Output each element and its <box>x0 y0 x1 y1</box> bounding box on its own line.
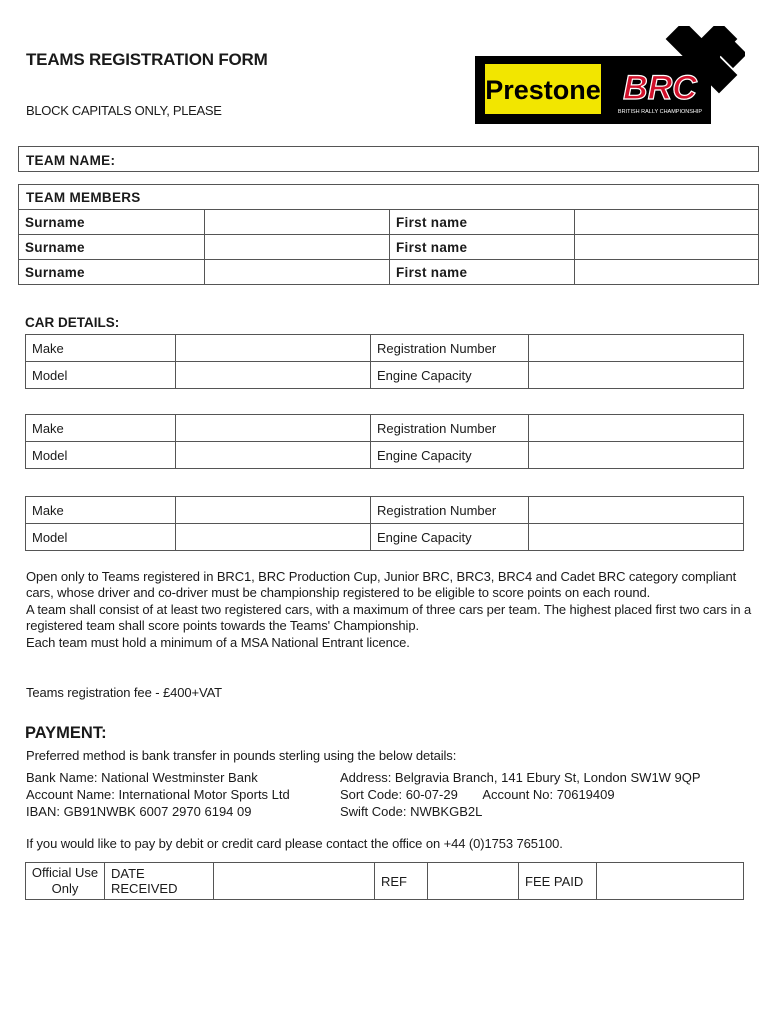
table-row <box>19 210 758 235</box>
first-name-input[interactable] <box>575 210 759 235</box>
table-row <box>26 362 744 389</box>
account-name: Account Name: International Motor Sports Ltd <box>26 787 290 802</box>
official-use-label: Official Use Only <box>26 863 105 900</box>
brc-wordmark: BRC <box>623 69 697 107</box>
car-3-table <box>25 496 744 551</box>
make-input[interactable] <box>176 415 371 442</box>
surname-label: Surname <box>19 260 205 285</box>
payment-intro: Preferred method is bank transfer in pounds sterling using the below details: <box>26 748 457 763</box>
registration-label: Registration Number <box>371 335 529 362</box>
registration-input[interactable] <box>529 497 744 524</box>
iban: IBAN: GB91NWBK 6007 2970 6194 09 <box>26 804 252 819</box>
make-input[interactable] <box>176 335 371 362</box>
engine-input[interactable] <box>529 442 744 469</box>
model-input[interactable] <box>176 362 371 389</box>
bank-details-right <box>340 769 750 820</box>
surname-input[interactable] <box>205 210 390 235</box>
prestone-brc-logo <box>475 26 745 124</box>
form-subtitle: BLOCK CAPITALS ONLY, PLEASE <box>26 103 222 118</box>
table-row <box>26 524 744 551</box>
first-name-label: First name <box>390 235 575 260</box>
first-name-label: First name <box>390 260 575 285</box>
engine-input[interactable] <box>529 524 744 551</box>
team-members-label: TEAM MEMBERS <box>19 185 758 210</box>
team-members-section <box>18 184 759 285</box>
first-name-label: First name <box>390 210 575 235</box>
car-2-table <box>25 414 744 469</box>
fee-paid-input[interactable] <box>597 863 744 900</box>
sort-code: Sort Code: 60-07-29 <box>340 787 458 802</box>
registration-label: Registration Number <box>371 497 529 524</box>
model-input[interactable] <box>176 524 371 551</box>
surname-label: Surname <box>19 210 205 235</box>
team-name-field[interactable] <box>18 146 759 172</box>
model-input[interactable] <box>176 442 371 469</box>
table-row <box>26 442 744 469</box>
model-label: Model <box>26 362 176 389</box>
make-label: Make <box>26 497 176 524</box>
ref-input[interactable] <box>428 863 519 900</box>
table-row <box>19 260 758 285</box>
official-use-table <box>25 862 744 900</box>
engine-label: Engine Capacity <box>371 442 529 469</box>
make-label: Make <box>26 335 176 362</box>
swift-code: Swift Code: NWBKGB2L <box>340 804 483 819</box>
make-label: Make <box>26 415 176 442</box>
sort-account-row <box>340 786 750 803</box>
table-row <box>26 497 744 524</box>
car-1-table <box>25 334 744 389</box>
ref-label: REF <box>375 863 428 900</box>
date-received-input[interactable] <box>214 863 375 900</box>
payment-title: PAYMENT: <box>25 724 107 742</box>
eligibility-paragraph: Open only to Teams registered in BRC1, BRC Production Cup, Junior BRC, BRC3, BRC4 and Cadet BRC category compliant cars, whose driver and co-driver must be championship registered to be eligible to score points on each round. <box>26 569 737 601</box>
registration-input[interactable] <box>529 335 744 362</box>
card-payment-note: If you would like to pay by debit or credit card please contact the office on +44 (0)1753 765100. <box>26 836 563 851</box>
bank-address: Address: Belgravia Branch, 141 Ebury St, London SW1W 9QP <box>340 770 701 785</box>
bank-details-left <box>26 769 290 820</box>
table-row <box>26 335 744 362</box>
brc-subtext: BRITISH RALLY CHAMPIONSHIP <box>617 109 703 115</box>
engine-label: Engine Capacity <box>371 362 529 389</box>
surname-input[interactable] <box>205 235 390 260</box>
registration-fee: Teams registration fee - £400+VAT <box>26 685 223 700</box>
date-received-label: DATE RECEIVED <box>105 863 214 900</box>
form-title: TEAMS REGISTRATION FORM <box>26 50 268 69</box>
table-row <box>26 415 744 442</box>
first-name-input[interactable] <box>575 235 759 260</box>
licence-paragraph: Each team must hold a minimum of a MSA National Entrant licence. <box>26 634 410 650</box>
registration-label: Registration Number <box>371 415 529 442</box>
account-number: Account No: 70619409 <box>482 787 615 802</box>
rules-text <box>26 569 756 651</box>
engine-label: Engine Capacity <box>371 524 529 551</box>
registration-input[interactable] <box>529 415 744 442</box>
model-label: Model <box>26 524 176 551</box>
model-label: Model <box>26 442 176 469</box>
surname-label: Surname <box>19 235 205 260</box>
bank-name: Bank Name: National Westminster Bank <box>26 770 258 785</box>
table-row <box>19 235 758 260</box>
team-members-table <box>19 210 758 284</box>
make-input[interactable] <box>176 497 371 524</box>
car-details-label: CAR DETAILS: <box>25 315 120 330</box>
surname-input[interactable] <box>205 260 390 285</box>
fee-paid-label: FEE PAID <box>519 863 597 900</box>
table-row <box>26 863 744 900</box>
engine-input[interactable] <box>529 362 744 389</box>
team-composition-paragraph: A team shall consist of at least two registered cars, with a maximum of three cars per team. The highest placed first two cars in a registered team shall score points towards the Teams' Championship. <box>26 601 752 634</box>
team-name-label: TEAM NAME: <box>26 153 116 168</box>
prestone-wordmark: Prestone <box>485 75 601 105</box>
first-name-input[interactable] <box>575 260 759 285</box>
